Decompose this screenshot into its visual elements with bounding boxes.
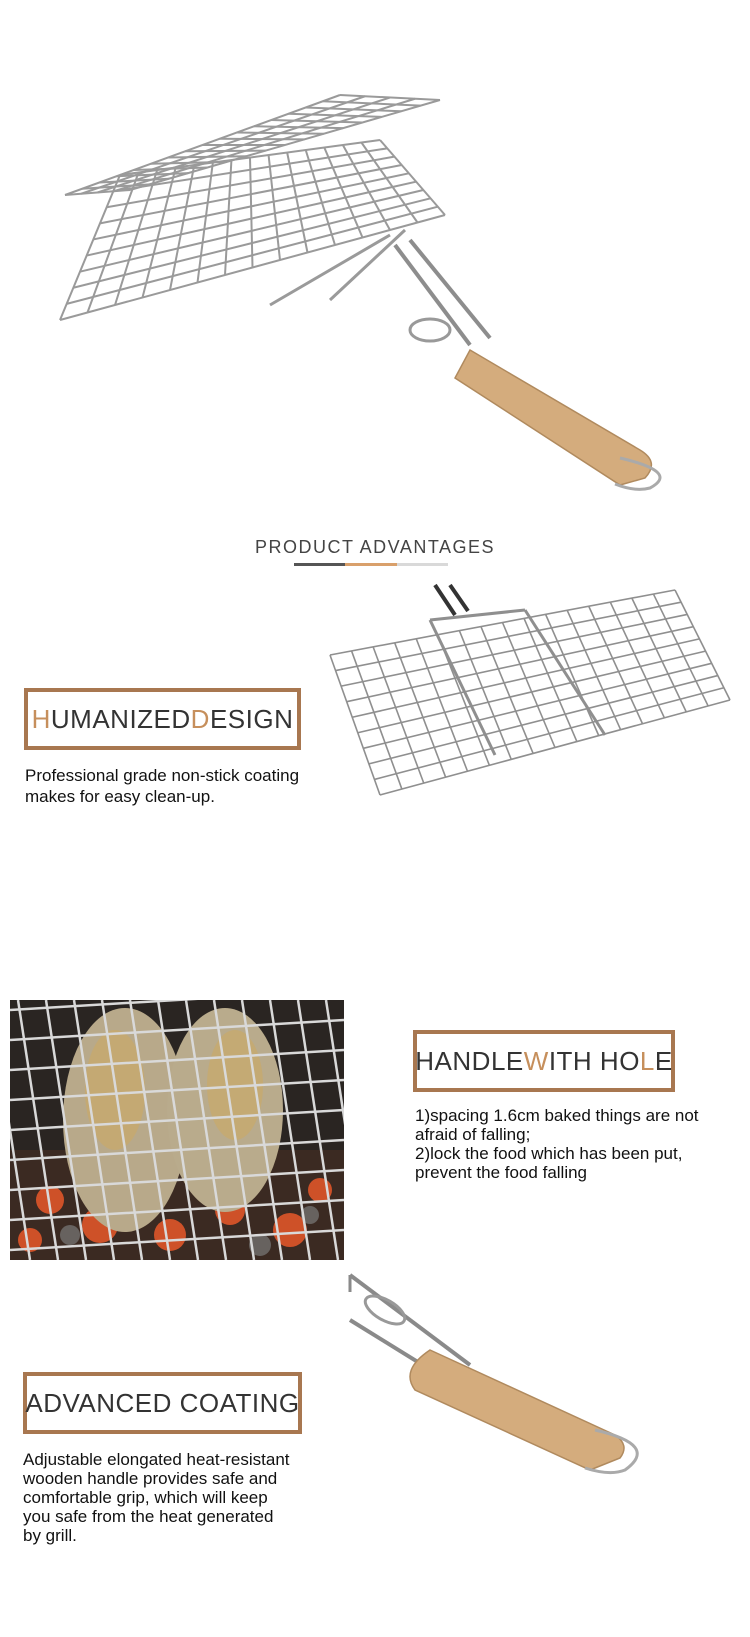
grilled-fish-drawing: [10, 1000, 344, 1260]
heading-seg: ADVANCED COATING: [25, 1387, 300, 1418]
underline-segment-dark: [294, 563, 345, 566]
heading-seg: UMANIZED: [50, 703, 191, 734]
heading-seg: ESIGN: [209, 703, 294, 734]
grilled-fish-photo: [10, 1000, 344, 1260]
heading-seg: HANDLE: [415, 1045, 524, 1076]
heading-seg: ITH HO: [548, 1045, 640, 1076]
heading-seg: E: [654, 1045, 673, 1076]
flat-grill-basket-image: [330, 585, 740, 825]
heading-seg: H: [31, 703, 51, 734]
hero-grill-basket-image: [0, 0, 750, 500]
feature-description-handle-with-hole: 1)spacing 1.6cm baked things are not afraid of falling; 2)lock the food which has been put, prevent the food falling: [415, 1106, 699, 1182]
feature-description-humanized-design: Professional grade non-stick coating makes for easy clean-up.: [25, 766, 300, 806]
feature-heading-humanized-design: [24, 688, 301, 750]
section-title-underline: [294, 563, 448, 566]
feature-description-advanced-coating: Adjustable elongated heat-resistant wooden handle provides safe and comfortable grip, which will keep you safe from the heat generated by grill.: [23, 1450, 290, 1545]
wooden-handle-image: [330, 1270, 660, 1510]
underline-segment-light: [397, 563, 448, 566]
feature-heading-advanced-coating: [23, 1372, 302, 1434]
hero-handle: [395, 240, 660, 489]
underline-segment-accent: [345, 563, 396, 566]
heading-seg: L: [639, 1045, 655, 1076]
heading-seg: D: [190, 703, 210, 734]
feature-heading-handle-with-hole: [413, 1030, 675, 1092]
section-title: PRODUCT ADVANTAGES: [254, 537, 496, 557]
heading-seg: W: [523, 1045, 549, 1076]
hero-basket-frame: [60, 95, 445, 320]
